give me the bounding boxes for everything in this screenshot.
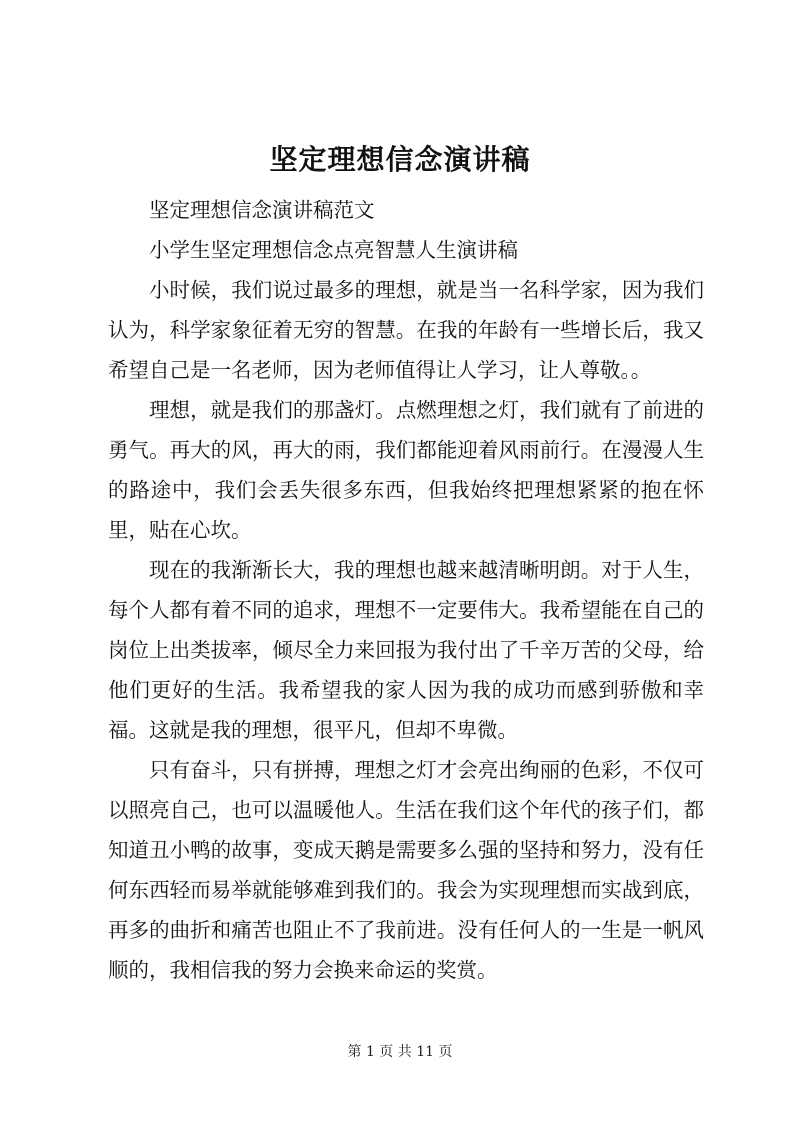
subtitle-line: 坚定理想信念演讲稿范文 (149, 198, 375, 222)
page-number-footer: 第 1 页 共 11 页 (347, 1044, 453, 1060)
body-paragraph: 小时候，我们说过最多的理想，就是当一名科学家，因为我们认为，科学家象征着无穷的智慧。在我的年龄有一些增长后，我又希望自己是一名老师，因为老师值得让人学习，让人尊敬。。 (108, 278, 704, 382)
body-paragraph: 理想，就是我们的那盏灯。点燃理想之灯，我们就有了前进的勇气。再大的风，再大的雨，我们都能迎着风雨前行。在漫漫人生的路途中，我们会丢失很多东西，但我始终把理想紧紧的抱在怀里，贴在心坎。 (108, 398, 704, 542)
document-title: 坚定理想信念演讲稿 (269, 143, 531, 176)
document-body (108, 190, 704, 990)
subtitle-line: 小学生坚定理想信念点亮智慧人生演讲稿 (149, 238, 518, 262)
body-paragraph: 只有奋斗，只有拼搏，理想之灯才会亮出绚丽的色彩，不仅可以照亮自己，也可以温暖他人。生活在我们这个年代的孩子们，都知道丑小鸭的故事，变成天鹅是需要多么强的坚持和努力，没有任何东西轻而易举就能够难到我们的。我会为实现理想而实战到底，再多的曲折和痛苦也阻止不了我前进。没有任何人的一生是一帆风顺的，我相信我的努力会换来命运的奖赏。 (108, 758, 704, 982)
body-paragraph: 现在的我渐渐长大，我的理想也越来越清晰明朗。对于人生，每个人都有着不同的追求，理想不一定要伟大。我希望能在自己的岗位上出类拔率，倾尽全力来回报为我付出了千辛万苦的父母，给他们更好的生活。我希望我的家人因为我的成功而感到骄傲和幸福。这就是我的理想，很平凡，但却不卑微。 (108, 558, 704, 742)
